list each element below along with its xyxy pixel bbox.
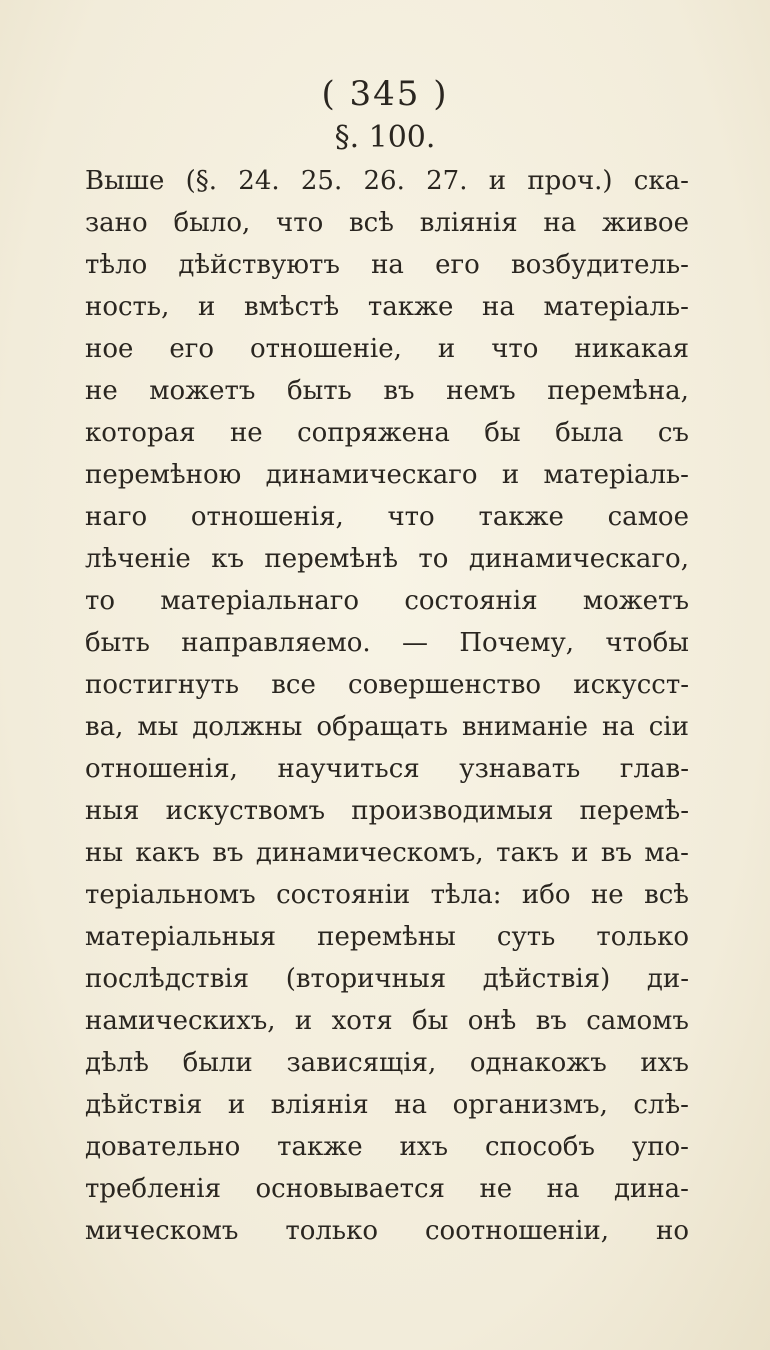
body-text [85, 160, 689, 1252]
text-line: наго отношенiя, что также самое [85, 502, 689, 532]
text-line: ныя искуствомъ производимыя перемѣ- [85, 796, 689, 826]
text-line: то матерiальнаго состоянiя можетъ [85, 586, 689, 616]
text-line: ва, мы должны обращать вниманiе на сiи [85, 712, 689, 742]
text-line: дѣйствiя и влiянiя на организмъ, слѣ- [85, 1090, 689, 1120]
text-line: терiальномъ состоянiи тѣла: ибо не всѣ [85, 880, 689, 910]
text-line: не можетъ быть въ немъ перемѣна, [85, 376, 689, 406]
section-heading: §. 100. [334, 120, 436, 155]
text-line: Выше (§. 24. 25. 26. 27. и проч.) ска- [85, 166, 689, 196]
text-line: довательно также ихъ способъ упо- [85, 1132, 689, 1162]
text-line: дѣлѣ были зависящiя, однакожъ ихъ [85, 1048, 689, 1078]
text-line: послѣдствiя (вторичныя дѣйствiя) ди- [85, 964, 689, 994]
text-line: лѣченiе къ перемѣнѣ то динамическаго, [85, 544, 689, 574]
page-number: ( 345 ) [321, 74, 449, 114]
text-line: намическихъ, и хотя бы онѣ въ самомъ [85, 1006, 689, 1036]
text-line: которая не сопряжена бы была съ [85, 418, 689, 448]
text-line: отношенiя, научиться узнавать глав- [85, 754, 689, 784]
text-line: ны какъ въ динамическомъ, такъ и въ ма- [85, 838, 689, 868]
text-line: зано было, что всѣ влiянiя на живое [85, 208, 689, 238]
text-line: ное его отношенiе, и что никакая [85, 334, 689, 364]
text-line: быть направляемо. — Почему, чтобы [85, 628, 689, 658]
text-line: тѣло дѣйствуютъ на его возбудитель- [85, 250, 689, 280]
text-line: мическомъ только соотношенiи, но [85, 1216, 689, 1246]
text-line: матерiальныя перемѣны суть только [85, 922, 689, 952]
text-line: перемѣною динамическаго и матерiаль- [85, 460, 689, 490]
text-line: постигнуть все совершенство искусст- [85, 670, 689, 700]
text-line: требленiя основывается не на дина- [85, 1174, 689, 1204]
text-line: ность, и вмѣстѣ также на матерiаль- [85, 292, 689, 322]
